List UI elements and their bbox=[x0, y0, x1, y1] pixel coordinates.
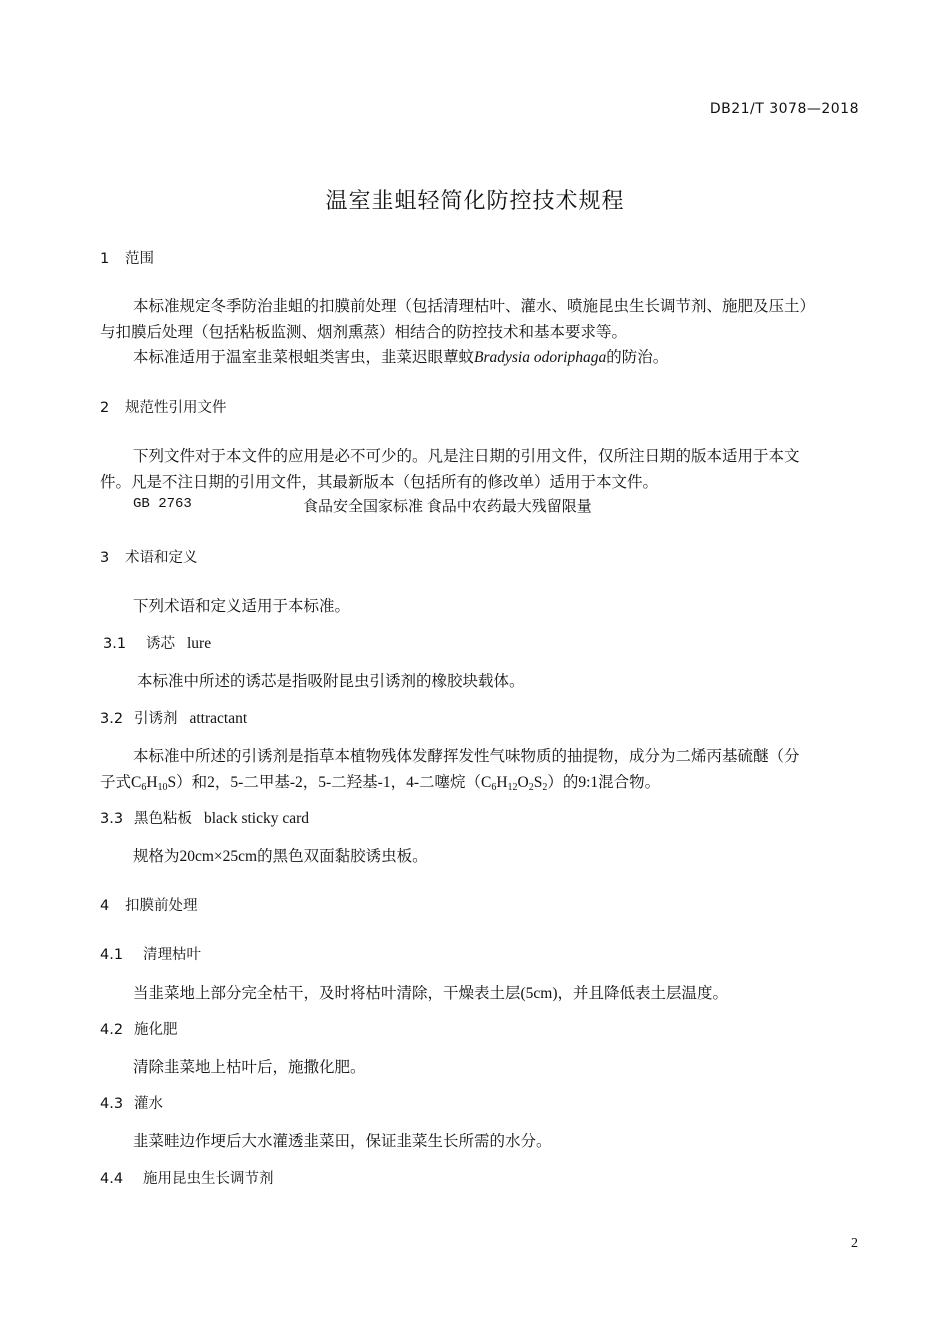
text-span: ）的9:1混合物。 bbox=[547, 774, 661, 791]
clause-text: 韭菜畦边作埂后大水灌透韭菜田，保证韭菜生长所需的水分。 bbox=[133, 1133, 552, 1150]
clause-4-3-heading bbox=[100, 1092, 163, 1113]
paragraph-line: 下列术语和定义适用于本标准。 bbox=[133, 598, 351, 615]
section-4-heading bbox=[100, 894, 198, 915]
term-3-3-heading bbox=[100, 807, 309, 828]
subscript: 12 bbox=[507, 782, 518, 793]
text-span: 本标准适用于温室韭菜根蛆类害虫，韭菜迟眼蕈蚊 bbox=[133, 349, 475, 366]
reference-title: 食品安全国家标准 食品中农药最大残留限量 bbox=[303, 499, 592, 515]
text-span: 子式C bbox=[100, 774, 142, 791]
term-english: lure bbox=[187, 635, 212, 652]
section-number: 3 bbox=[100, 550, 110, 566]
clause-text: 清除韭菜地上枯叶后，施撒化肥。 bbox=[133, 1059, 366, 1076]
clause-number: 4.2 bbox=[100, 1022, 124, 1038]
subscript: 2 bbox=[542, 782, 548, 793]
section-title: 术语和定义 bbox=[125, 550, 198, 566]
term-english: attractant bbox=[189, 710, 248, 727]
latin-species-name: Bradysia odoriphaga bbox=[474, 349, 607, 366]
page-title: 温室韭蛆轻简化防控技术规程 bbox=[325, 189, 625, 214]
term-english: black sticky card bbox=[204, 810, 310, 827]
term-chinese: 诱芯 bbox=[146, 636, 175, 652]
section-title: 范围 bbox=[125, 251, 154, 267]
clause-text: 当韭菜地上部分完全枯干，及时将枯叶清除，干燥表土层(5cm)，并且降低表土层温度。 bbox=[133, 985, 729, 1002]
section-title: 规范性引用文件 bbox=[125, 400, 227, 416]
subscript: 10 bbox=[157, 782, 168, 793]
clause-number: 3.1 bbox=[103, 636, 127, 652]
text-span: S）和2，5-二甲基-2，5-二羟基-1，4-二噻烷（C bbox=[167, 774, 492, 791]
subscript: 6 bbox=[491, 782, 497, 793]
term-3-2-heading bbox=[100, 707, 247, 728]
text-span: H bbox=[496, 774, 508, 791]
clause-number: 3.3 bbox=[100, 811, 124, 827]
clause-title: 清理枯叶 bbox=[143, 947, 201, 963]
clause-4-1-heading bbox=[100, 943, 201, 964]
text-span: H bbox=[146, 774, 158, 791]
term-definition: 本标准中所述的诱芯是指吸附昆虫引诱剂的橡胶块载体。 bbox=[137, 673, 525, 690]
reference-code: GB 2763 bbox=[133, 496, 192, 512]
term-definition-line: 本标准中所述的引诱剂是指草本植物残体发酵挥发性气味物质的抽提物，成分为二烯丙基硫醚（分 bbox=[133, 748, 800, 765]
section-3-heading bbox=[100, 546, 198, 567]
paragraph-line: 与扣膜后处理（包括粘板监测、烟剂熏蒸）相结合的防控技术和基本要求等。 bbox=[100, 324, 628, 341]
term-chinese: 黑色粘板 bbox=[134, 811, 192, 827]
paragraph-line: 件。凡是不注日期的引用文件，其最新版本（包括所有的修改单）适用于本文件。 bbox=[100, 474, 659, 491]
section-2-heading bbox=[100, 396, 227, 417]
clause-title: 施用昆虫生长调节剂 bbox=[143, 1171, 274, 1187]
section-title: 扣膜前处理 bbox=[125, 898, 198, 914]
document-id: DB21/T 3078—2018 bbox=[709, 101, 859, 117]
clause-number: 4.3 bbox=[100, 1096, 124, 1112]
section-number: 4 bbox=[100, 898, 110, 914]
text-span: S bbox=[533, 774, 543, 791]
term-3-1-heading bbox=[103, 632, 211, 653]
section-number: 1 bbox=[100, 251, 110, 267]
clause-title: 灌水 bbox=[134, 1096, 163, 1112]
clause-number: 4.1 bbox=[100, 947, 124, 963]
clause-number: 3.2 bbox=[100, 711, 124, 727]
clause-4-4-heading bbox=[100, 1167, 274, 1188]
clause-number: 4.4 bbox=[100, 1171, 124, 1187]
term-definition: 规格为20cm×25cm的黑色双面黏胶诱虫板。 bbox=[133, 848, 428, 865]
paragraph-line: 本标准规定冬季防治韭蛆的扣膜前处理（包括清理枯叶、灌水、喷施昆虫生长调节剂、施肥及压土） bbox=[133, 298, 816, 315]
paragraph-line: 下列文件对于本文件的应用是必不可少的。凡是注日期的引用文件，仅所注日期的版本适用于本文 bbox=[133, 448, 800, 465]
clause-title: 施化肥 bbox=[134, 1022, 178, 1038]
subscript: 2 bbox=[528, 782, 534, 793]
paragraph bbox=[133, 345, 668, 367]
section-1-heading bbox=[100, 247, 154, 268]
clause-4-2-heading bbox=[100, 1018, 178, 1039]
term-chinese: 引诱剂 bbox=[134, 711, 178, 727]
text-span: O bbox=[517, 774, 529, 791]
term-definition-line bbox=[100, 770, 660, 793]
page-number: 2 bbox=[851, 1236, 858, 1251]
subscript: 6 bbox=[141, 782, 147, 793]
section-number: 2 bbox=[100, 400, 110, 416]
text-span: 的防治。 bbox=[606, 349, 669, 366]
